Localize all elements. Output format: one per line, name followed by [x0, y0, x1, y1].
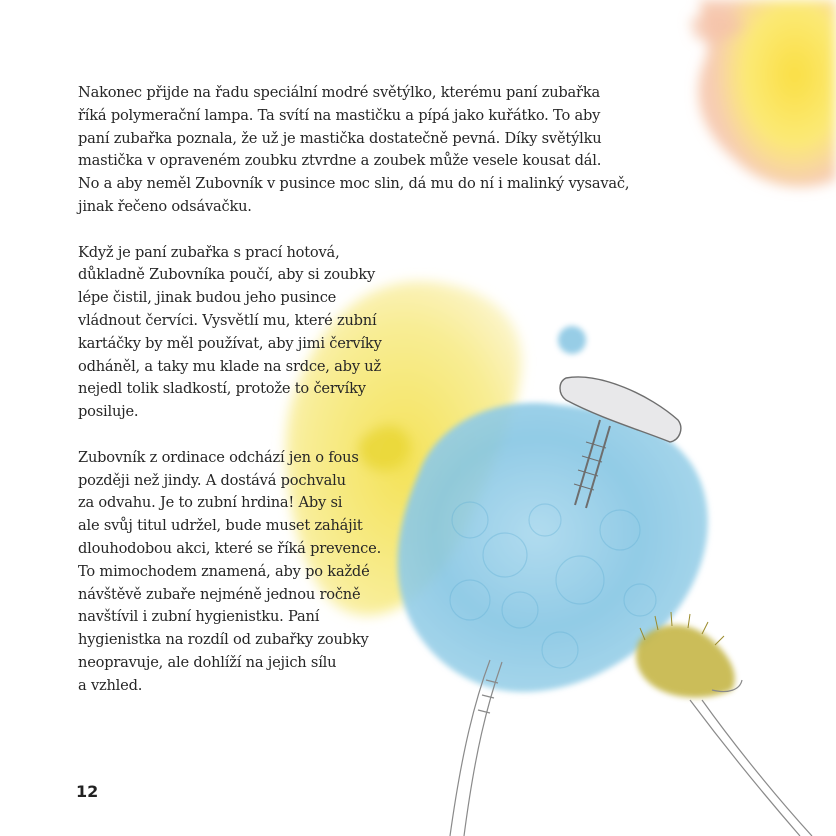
text-line: neopravuje, ale dohlíží na jejich sílu — [78, 653, 337, 671]
text-line: To mimochodem znamená, aby po každé — [78, 562, 370, 580]
text-line: a vzhled. — [78, 676, 143, 694]
text-line: jinak řečeno odsávačku. — [78, 197, 252, 215]
paragraph-2 — [78, 242, 698, 424]
text-line: vládnout červíci. Vysvětlí mu, které zubní — [78, 311, 377, 329]
text-line: kartáčky by měl používat, aby jimi červíky — [78, 334, 382, 352]
paragraph-1 — [78, 82, 698, 219]
text-line: za odvahu. Je to zubní hrdina! Aby si — [78, 494, 343, 512]
page-number: 12 — [76, 782, 99, 801]
text-line: dlouhodobou akci, které se říká prevence. — [78, 539, 382, 557]
text-line: navštívil i zubní hygienistku. Paní — [78, 608, 320, 626]
text-line: důkladně Zubovníka poučí, aby si zoubky — [78, 266, 376, 284]
text-line: později než jindy. A dostává pochvalu — [78, 471, 346, 489]
text-line: nejedl tolik sladkostí, protože to červíky — [78, 380, 366, 398]
text-line: lépe čistil, jinak budou jeho pusince — [78, 289, 337, 307]
text-line: odháněl, a taky mu klade na srdce, aby už — [78, 357, 381, 375]
text-line: Nakonec přijde na řadu speciální modré světýlko, kterému paní zubařka — [78, 84, 600, 101]
text-line: říká polymerační lampa. Ta svítí na mastičku a pípá jako kuřátko. To aby — [78, 106, 601, 124]
text-line: paní zubařka poznala, že už je mastička dostatečně pevná. Díky světýlku — [78, 129, 602, 147]
text-line: hygienistka na rozdíl od zubařky zoubky — [78, 631, 369, 649]
paragraph-3 — [78, 447, 698, 698]
text-line: No a aby neměl Zubovník v pusince moc slin, dá mu do ní i malinký vysavač, — [78, 175, 630, 193]
text-line: Zubovník z ordinace odchází jen o fous — [78, 448, 359, 466]
text-line: posiluje. — [78, 403, 139, 421]
text-line: ale svůj titul udržel, bude muset zahájit — [78, 517, 363, 535]
text-line: Když je paní zubařka s prací hotová, — [78, 243, 340, 261]
body-text — [78, 82, 698, 720]
text-line: mastička v opraveném zoubku ztvrdne a zoubek může vesele kousat dál. — [78, 152, 602, 170]
watercolor-yellow-corner — [690, 0, 836, 187]
text-line: návštěvě zubaře nejméně jednou ročně — [78, 585, 361, 603]
